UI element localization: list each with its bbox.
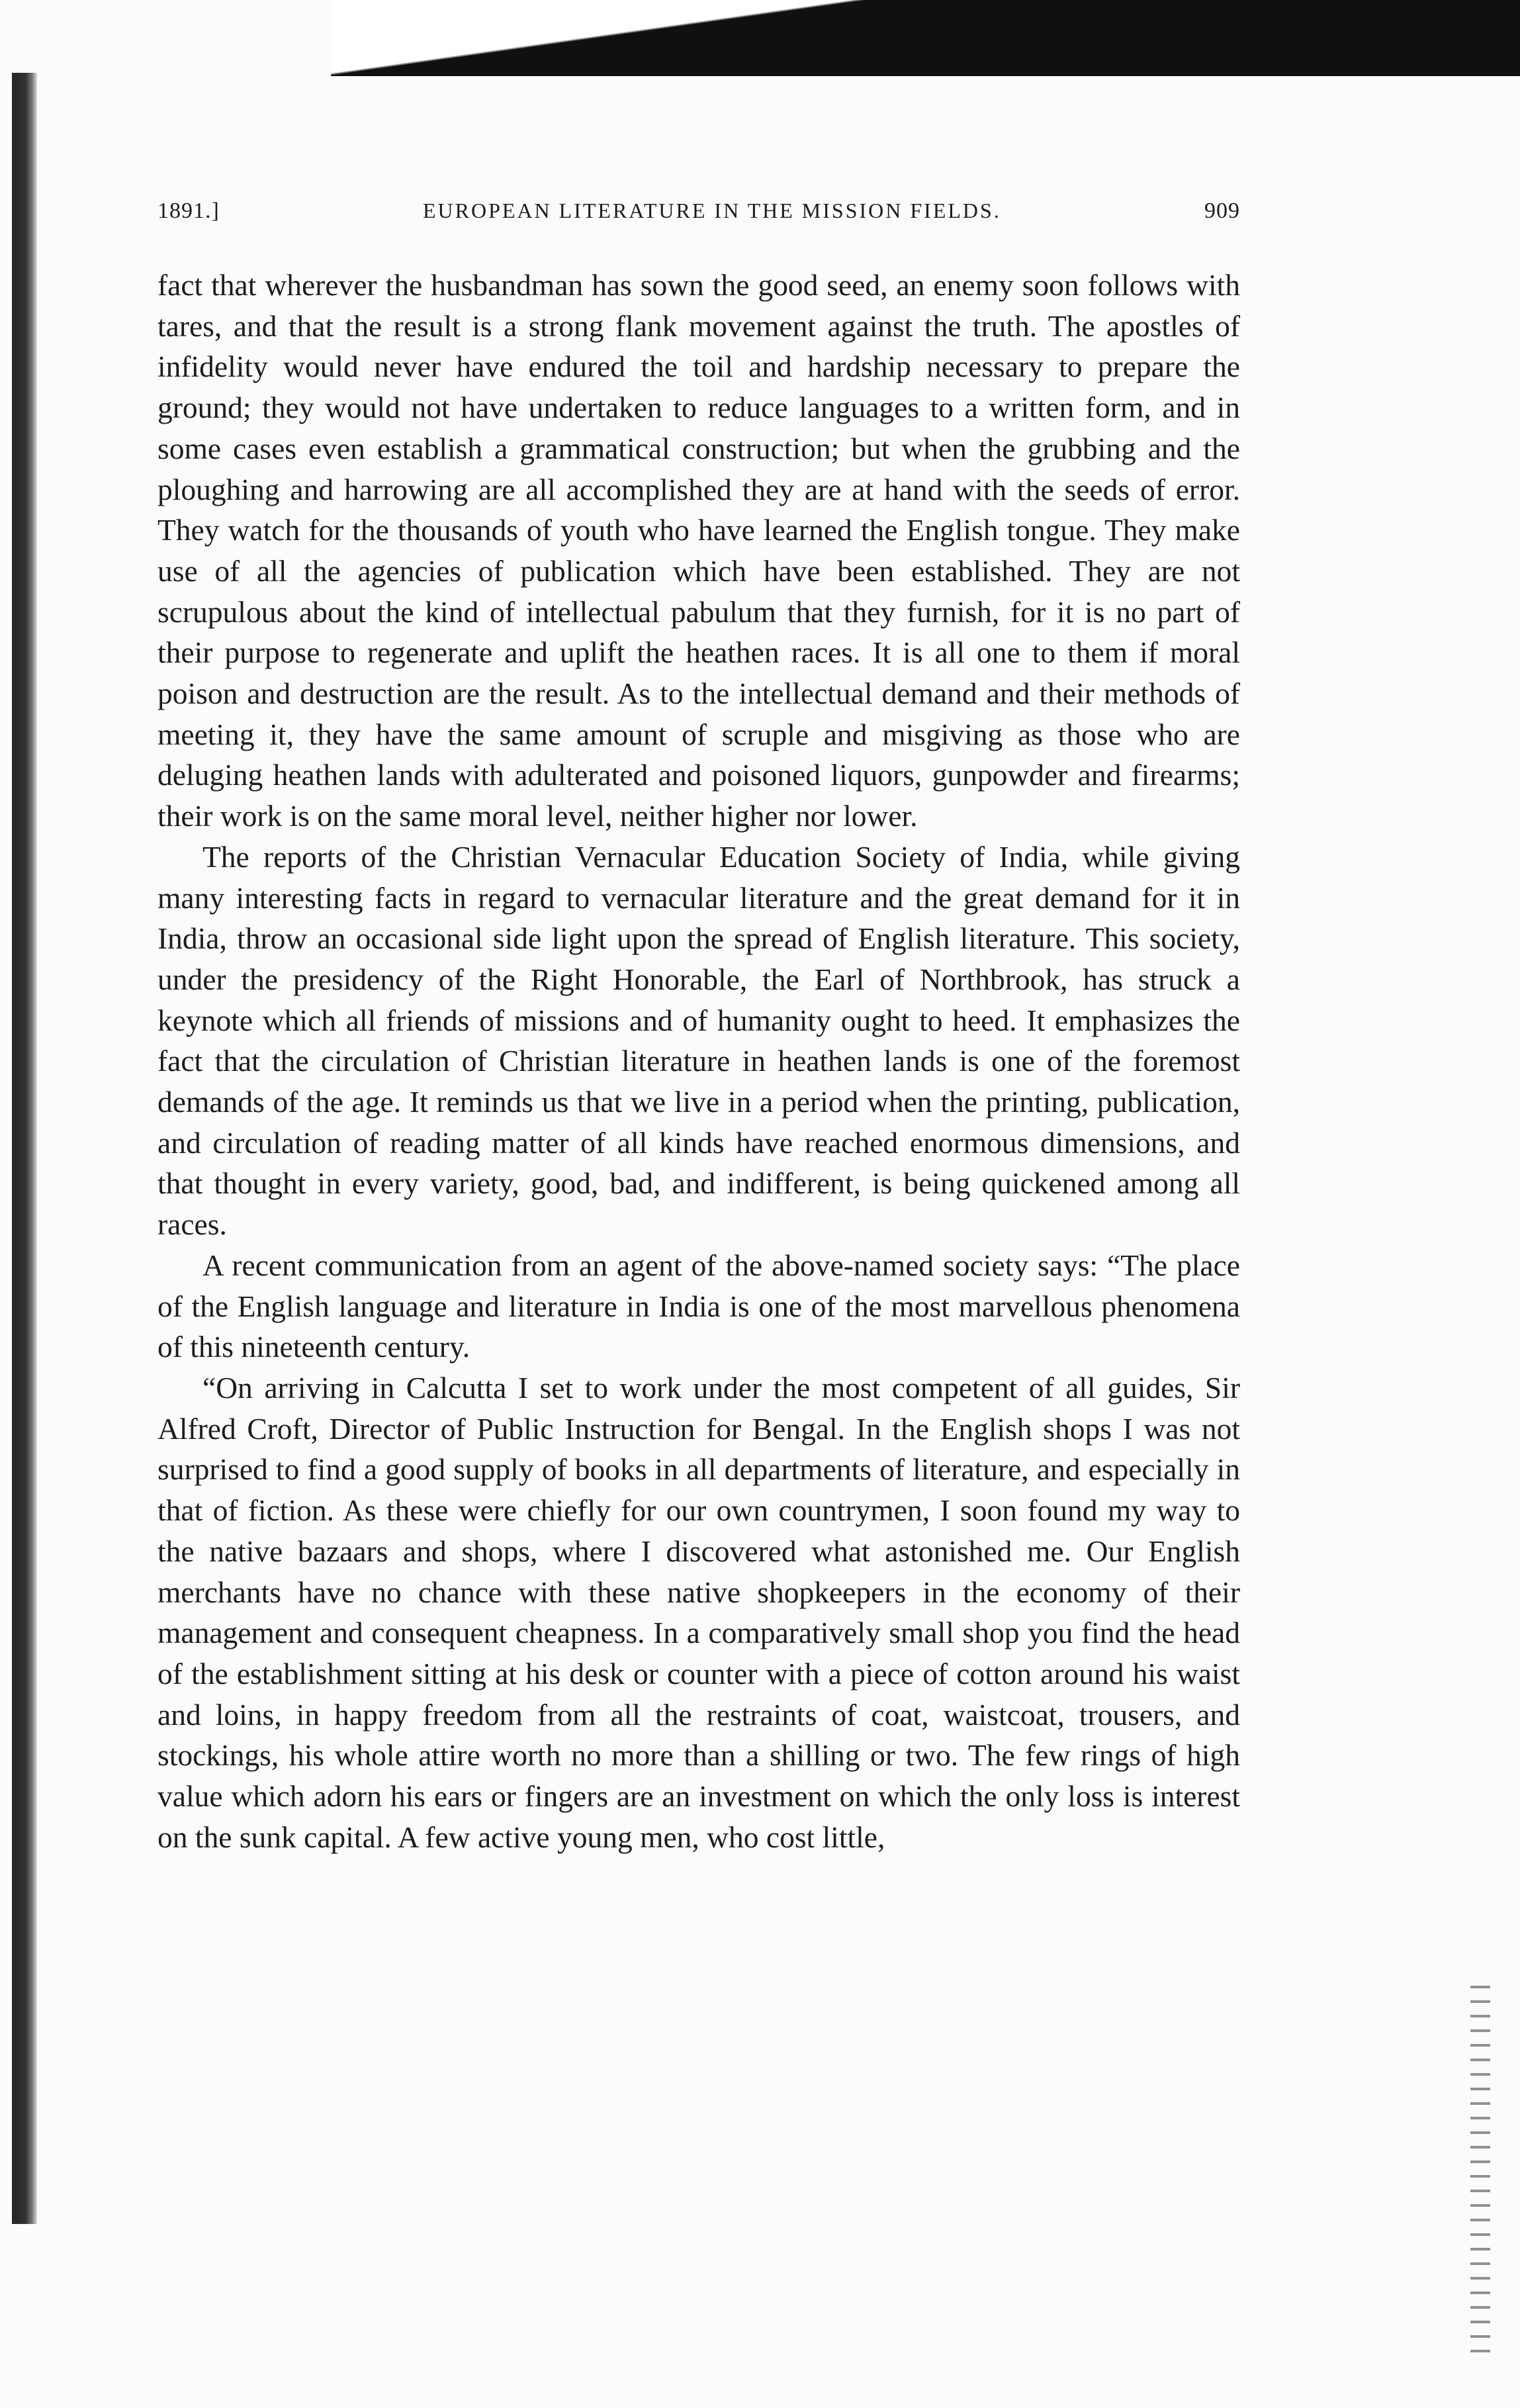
paragraph: A recent communication from an agent of the above-named society says: “The place of the English language and literature in India is one of the most marvellous phenomena of this nineteenth century. bbox=[157, 1248, 1240, 1364]
paragraph: The reports of the Christian Vernacular Education Society of India, while giving many interesting facts in regard to vernacular literature and the great demand for it in India, throw an occasional side light upon the spread of English literature. This society, under the presidency of the Right Honorable, the Earl of Northbrook, has struck a keynote which all friends of missions and of humanity ought to heed. It emphasizes the fact that the circulation of Christian literature in heathen lands is one of the foremost demands of the age. It reminds us that we live in a period when the printing, publication, and circulation of reading matter of all kinds have reached enormous dimensions, and that thought in every variety, good, bad, and indifferent, is being quickened among all races. bbox=[157, 839, 1240, 1242]
book-binding-edge bbox=[12, 73, 37, 2224]
header-date: 1891.] bbox=[157, 199, 220, 223]
header-title: EUROPEAN LITERATURE IN THE MISSION FIELDS. bbox=[422, 199, 1001, 222]
paragraph: “On arriving in Calcutta I set to work under the most competent of all guides, Sir Alfred Croft, Director of Public Instruction for Bengal. In the English shops I was not surprised to find a good supply of books in all departments of literature, and especially in that of fiction. As these were chiefly for our own countrymen, I soon found my way to the native bazaars and shops, where I discovered what astonished me. Our English merchants have no chance with these native shopkeepers in the economy of their management and consequent cheapness. In a comparatively small shop you find the head of the establishment sitting at his desk or counter with a piece of cotton around his waist and loins, in happy freedom from all the restraints of coat, waistcoat, trousers, and stockings, his whole attire worth no more than a shilling or two. The few rings of high value which adorn his ears or fingers are an investment on which the only loss is interest on the sunk capital. A few active young men, who cost little, bbox=[157, 1370, 1240, 1854]
page-edge-marks bbox=[1470, 1986, 1490, 2356]
paragraph: fact that wherever the husbandman has sown the good seed, an enemy soon follows with tares, and that the result is a strong flank movement against the truth. The apostles of infidelity would never have endured the toil and hardship necessary to prepare the ground; they would not have undertaken to reduce languages to a written form, and in some cases even establish a grammatical construction; but when the grubbing and the ploughing and harrowing are all accomplished they are at hand with the seeds of error. They watch for the thousands of youth who have learned the English tongue. They make use of all the agencies of publication which have been established. They are not scrupulous about the kind of intellectual pabulum that they furnish, for it is no part of their purpose to regenerate and uplift the heathen races. It is all one to them if moral poison and destruction are the result. As to the intellectual demand and their methods of meeting it, they have the same amount of scruple and misgiving as those who are deluging heathen lands with adulterated and poisoned liquors, gunpowder and firearms; their work is on the same moral level, neither higher nor lower. bbox=[157, 268, 1240, 833]
page-number: 909 bbox=[1204, 199, 1240, 223]
scan-shadow-top bbox=[331, 0, 1520, 76]
body-text bbox=[157, 265, 1240, 2317]
running-header bbox=[157, 199, 1240, 238]
